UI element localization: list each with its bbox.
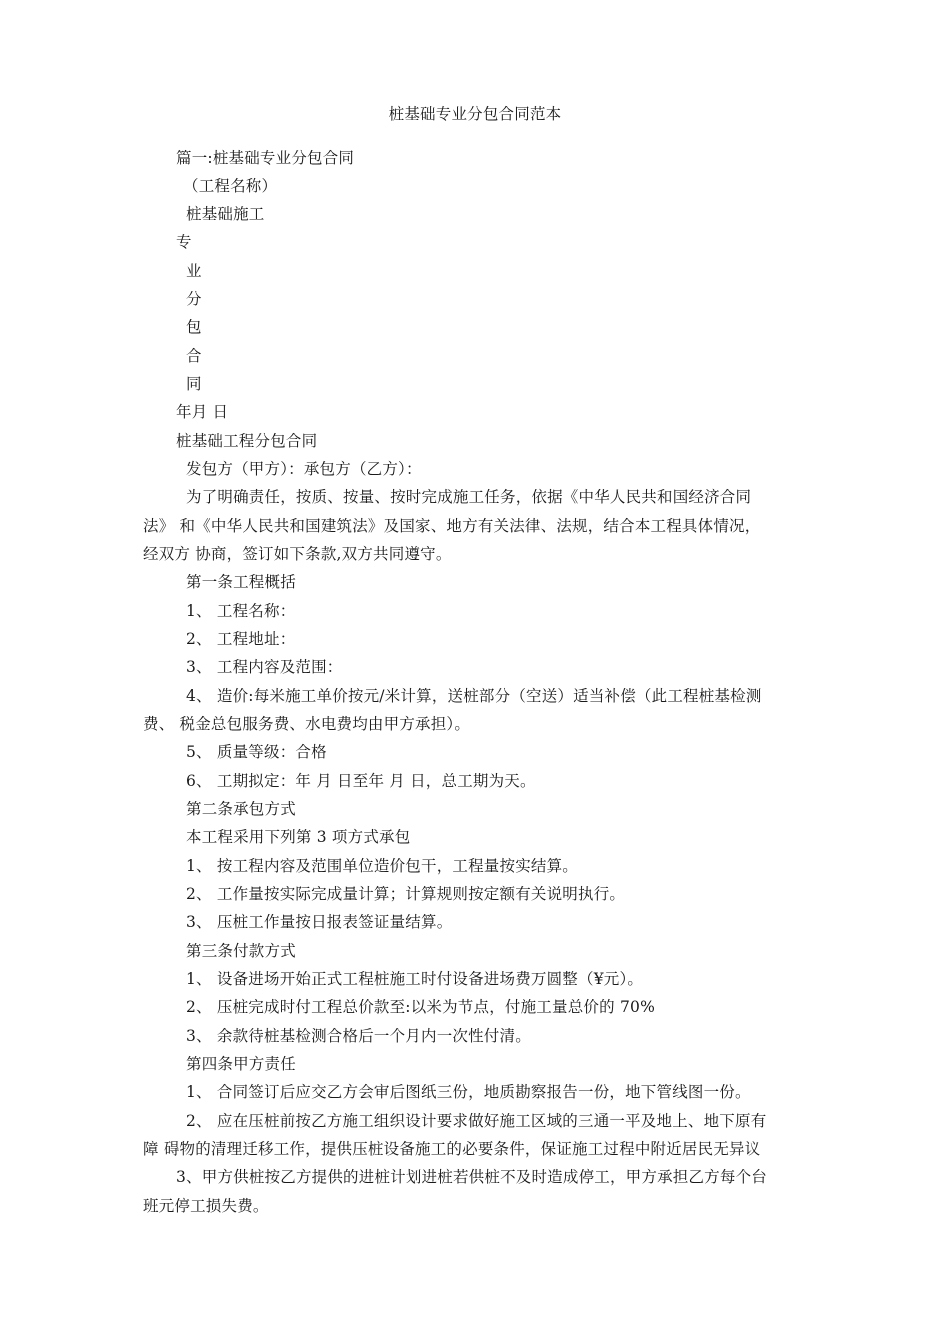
list-item: 5、 质量等级：合格 — [186, 743, 327, 761]
document-title: 桩基础专业分包合同范本 — [388, 105, 562, 123]
list-item: 1、 设备进场开始正式工程桩施工时付设备进场费万圆整（¥元）。 — [186, 970, 644, 988]
list-item: 2、 工程地址： — [186, 630, 296, 648]
list-item: 1、 工程名称： — [186, 602, 296, 620]
text-line: 专 — [176, 233, 192, 251]
text-line: （工程名称） — [183, 177, 278, 195]
text-line: 为了明确责任，按质、按量、按时完成施工任务，依据《中华人民共和国经济合同 — [186, 488, 752, 506]
section-heading: 桩基础工程分包合同 — [176, 432, 318, 450]
text-line: 经双方 协商，签订如下条款,双方共同遵守。 — [143, 545, 452, 563]
list-item: 2、 工作量按实际完成量计算；计算规则按定额有关说明执行。 — [186, 885, 626, 903]
article-heading: 第二条承包方式 — [186, 800, 296, 818]
text-line: 班元停工损失费。 — [143, 1197, 269, 1215]
text-line: 费、 税金总包服务费、水电费均由甲方承担）。 — [143, 715, 471, 733]
article-heading: 第三条付款方式 — [186, 942, 296, 960]
article-heading: 第四条甲方责任 — [186, 1055, 296, 1073]
text-line: 本工程采用下列第 3 项方式承包 — [186, 828, 411, 846]
text-line: 桩基础施工 — [186, 205, 265, 223]
text-line: 年月 日 — [176, 403, 229, 421]
text-line: 障 碍物的清理迁移工作，提供压桩设备施工的必要条件，保证施工过程中附近居民无异议 — [143, 1140, 761, 1158]
list-item: 3、 压桩工作量按日报表签证量结算。 — [186, 913, 453, 931]
article-heading: 第一条工程概括 — [186, 573, 296, 591]
list-item: 6、 工期拟定：年 月 日至年 月 日，总工期为天。 — [186, 772, 536, 790]
list-item: 1、 合同签订后应交乙方会审后图纸三份，地质勘察报告一份，地下管线图一份。 — [186, 1083, 751, 1101]
list-item: 2、 应在压桩前按乙方施工组织设计要求做好施工区域的三通一平及地上、地下原有 — [186, 1112, 767, 1130]
text-line: 法》 和《中华人民共和国建筑法》及国家、地方有关法律、法规，结合本工程具体情况， — [143, 517, 761, 535]
text-line: 分 — [186, 290, 202, 308]
text-line: 发包方（甲方）：承包方（乙方）： — [186, 460, 422, 478]
text-line: 包 — [186, 318, 202, 336]
section-heading: 篇一:桩基础专业分包合同 — [176, 149, 355, 167]
list-item: 2、 压桩完成时付工程总价款至:以米为节点，付施工量总价的 70% — [186, 998, 655, 1016]
text-line: 合 — [186, 347, 202, 365]
list-item: 3、甲方供桩按乙方提供的进桩计划进桩若供桩不及时造成停工，甲方承担乙方每个台 — [176, 1168, 767, 1186]
list-item: 4、 造价:每米施工单价按元/米计算，送桩部分（空送）适当补偿（此工程桩基检测 — [186, 687, 762, 705]
text-line: 同 — [186, 375, 202, 393]
text-line: 业 — [186, 262, 202, 280]
list-item: 1、 按工程内容及范围单位造价包干，工程量按实结算。 — [186, 857, 578, 875]
list-item: 3、 工程内容及范围： — [186, 658, 343, 676]
list-item: 3、 余款待桩基检测合格后一个月内一次性付清。 — [186, 1027, 531, 1045]
